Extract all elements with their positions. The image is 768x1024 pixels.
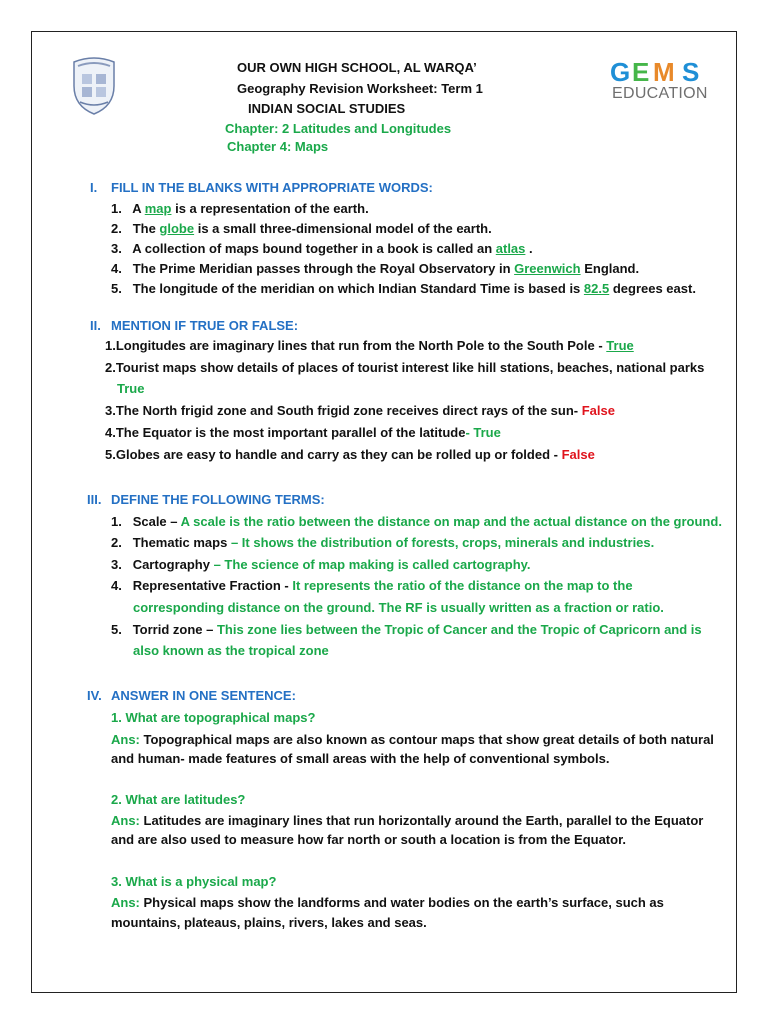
definition-text: A scale is the ratio between the distance on map and the actual distance on the ground. [180, 514, 722, 529]
section-1-numeral: I. [90, 180, 98, 195]
definition-item [111, 622, 702, 637]
item-text: is a small three-dimensional model of the earth. [194, 221, 492, 236]
fill-blank-item [111, 241, 533, 256]
definition-term: Representative Fraction - [132, 578, 293, 593]
definition-term: Thematic maps [132, 535, 231, 550]
definition-text: – It shows the distribution of forests, crops, minerals and industries. [230, 535, 655, 550]
definition-item [111, 535, 654, 550]
item-text: 3.The North frigid zone and South frigid zone receives direct rays of the sun- [105, 403, 582, 418]
true-false-item [105, 425, 501, 440]
item-number: 1. [111, 201, 122, 216]
svg-text:S: S [682, 57, 700, 87]
item-number: 3. [111, 557, 122, 572]
fill-blank-item [111, 221, 492, 236]
item-text: The longitude of the meridian on which Indian Standard Time is based is [132, 281, 584, 296]
section-2-numeral: II. [90, 318, 101, 333]
fill-blank-item [111, 201, 369, 216]
answer-line: mountains, plateaus, plains, rivers, lakes and seas. [111, 915, 427, 930]
item-number: 3. [111, 241, 122, 256]
definition-term: Torrid zone – [132, 622, 217, 637]
definition-item [111, 578, 633, 593]
item-text: degrees east. [609, 281, 696, 296]
true-false-answer: - True [465, 425, 501, 440]
worksheet-title: Geography Revision Worksheet: Term 1 [237, 81, 483, 96]
answer-text: Physical maps show the landforms and water bodies on the earth’s surface, such as [139, 895, 664, 910]
item-text: . [525, 241, 533, 256]
section-3-title: DEFINE THE FOLLOWING TERMS: [111, 492, 325, 507]
definition-text-continued: also known as the tropical zone [133, 643, 329, 658]
blank-answer: 82.5 [583, 281, 610, 296]
section-2-title: MENTION IF TRUE OR FALSE: [111, 318, 299, 333]
definition-text: This zone lies between the Tropic of Cancer and the Tropic of Capricorn and is [216, 622, 702, 637]
blank-answer: atlas [495, 241, 526, 256]
fill-blank-item [111, 281, 696, 296]
page-border [31, 31, 737, 993]
definition-item [111, 514, 722, 529]
definition-text-continued: corresponding distance on the ground. The RF is usually written as a fraction or ratio. [133, 600, 664, 615]
section-4-title: ANSWER IN ONE SENTENCE: [111, 688, 296, 703]
definition-term: Cartography [132, 557, 214, 572]
blank-answer: map [144, 201, 172, 216]
item-number: 5. [111, 622, 122, 637]
subject-title: INDIAN SOCIAL STUDIES [248, 101, 406, 116]
item-number: 2. [111, 221, 122, 236]
ans-label: Ans: [111, 895, 140, 910]
item-text: England. [580, 261, 640, 276]
fill-blank-item [111, 261, 639, 276]
answer-line: and are also used to measure how far north or south a location is from the Equator. [111, 832, 627, 847]
item-text: is a representation of the earth. [171, 201, 369, 216]
item-text: The Prime Meridian passes through the Royal Observatory in [132, 261, 515, 276]
item-text: The [132, 221, 160, 236]
true-false-answer: True [117, 381, 145, 396]
item-text: 2.Tourist maps show details of places of tourist interest like hill stations, beaches, national parks [105, 360, 705, 375]
answer-line [111, 813, 703, 828]
item-text: A collection of maps bound together in a book is called an [132, 241, 496, 256]
item-number: 1. [111, 514, 122, 529]
blank-answer: globe [159, 221, 195, 236]
chapter-heading-1: Chapter: 2 Latitudes and Longitudes [225, 121, 452, 136]
answer-line: and human- made features of small areas with the help of conventional symbols. [111, 751, 610, 766]
definition-item [111, 557, 531, 572]
definition-text: – The science of map making is called cartography. [213, 557, 531, 572]
chapter-heading-2: Chapter 4: Maps [227, 139, 329, 154]
answer-text: Topographical maps are also known as contour maps that show great details of both natural [139, 732, 714, 747]
svg-text:M: M [653, 57, 675, 87]
gems-logo-text: EDUCATION [612, 85, 708, 102]
item-number: 5. [111, 281, 122, 296]
question-text: 2. What are latitudes? [111, 792, 246, 807]
true-false-item [105, 360, 704, 375]
item-text: 5.Globes are easy to handle and carry as they can be rolled up or folded - [105, 447, 562, 462]
section-3-numeral: III. [87, 492, 102, 507]
item-number: 2. [111, 535, 122, 550]
svg-text:G: G [610, 57, 631, 87]
item-text: 1.Longitudes are imaginary lines that run from the North Pole to the South Pole - [105, 338, 607, 353]
answer-line [111, 895, 664, 910]
true-false-answer: False [581, 403, 615, 418]
question-text: 3. What is a physical map? [111, 874, 277, 889]
true-false-answer: False [561, 447, 595, 462]
section-4-numeral: IV. [87, 688, 102, 703]
section-1-title: FILL IN THE BLANKS WITH APPROPRIATE WORDS: [111, 180, 433, 195]
answer-text: Latitudes are imaginary lines that run horizontally around the Earth, parallel to the Equator [139, 813, 704, 828]
school-name: OUR OWN HIGH SCHOOL, AL WARQA’ [237, 60, 477, 75]
question-text: 1. What are topographical maps? [111, 710, 316, 725]
item-text: A [132, 201, 145, 216]
true-false-item [105, 403, 615, 418]
answer-line [111, 732, 714, 747]
item-number: 4. [111, 578, 122, 593]
true-false-answer: True [606, 338, 634, 353]
svg-text:E: E [632, 57, 650, 87]
item-number: 4. [111, 261, 122, 276]
definition-term: Scale – [132, 514, 181, 529]
true-false-item [105, 447, 595, 462]
school-crest-logo [70, 56, 118, 116]
ans-label: Ans: [111, 813, 140, 828]
blank-answer: Greenwich [514, 261, 581, 276]
definition-text: It represents the ratio of the distance on the map to the [292, 578, 633, 593]
item-text: 4.The Equator is the most important parallel of the latitude [105, 425, 466, 440]
true-false-item [105, 338, 634, 353]
ans-label: Ans: [111, 732, 140, 747]
